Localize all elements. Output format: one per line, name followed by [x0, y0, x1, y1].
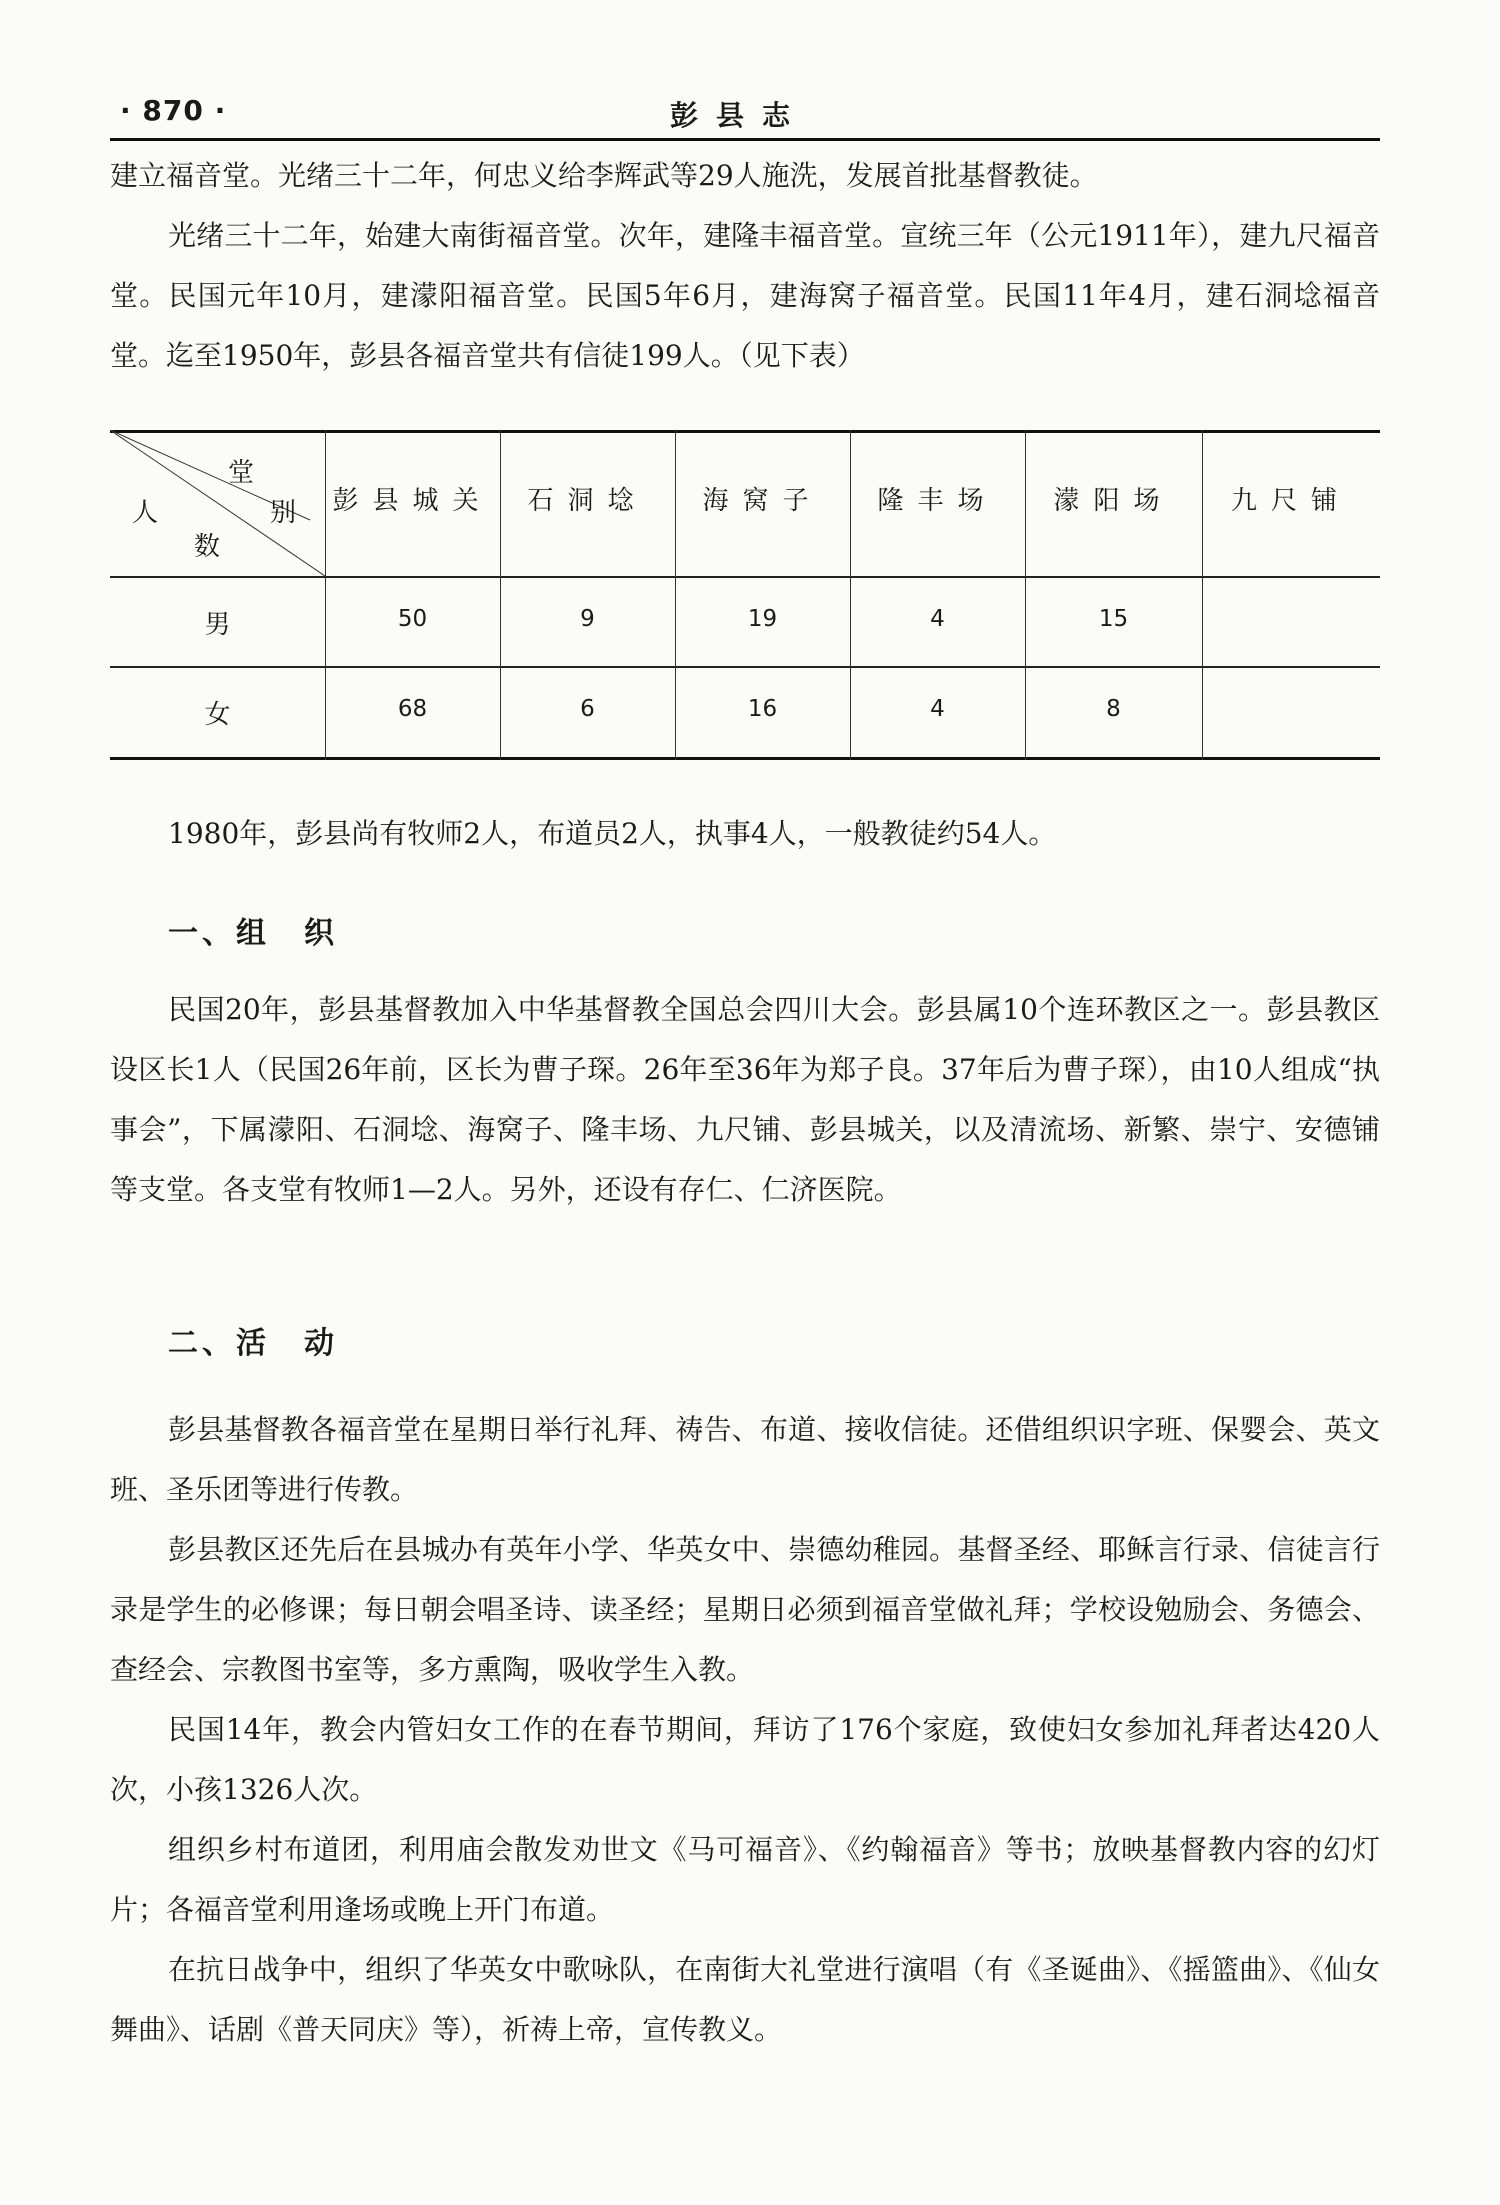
page-header: [110, 88, 1380, 138]
table-cell: 8: [1106, 696, 1121, 722]
table-cell: 6: [580, 696, 595, 722]
section2-paragraph-4: 组织乡村布道团，利用庙会散发劝世文《马可福音》、《约翰福音》等书；放映基督教内容的幻灯片；各福音堂利用逢场或晚上开门布道。: [110, 1833, 1380, 1926]
column-header: 九尺铺: [1230, 486, 1351, 516]
table-cell: 19: [747, 606, 778, 632]
table-cell: 4: [930, 606, 945, 632]
section-heading-organization: 一、组 织: [168, 916, 338, 951]
row-label: 男: [204, 610, 231, 640]
column-header: 濛阳场: [1053, 486, 1174, 516]
corner-label-left: 人: [132, 498, 159, 528]
after-table-paragraph: 1980年，彭县尚有牧师2人，布道员2人，执事4人，一般教徒约54人。: [168, 817, 1057, 850]
column-header: 隆丰场: [877, 486, 998, 516]
column-header: 海窝子: [702, 486, 823, 516]
table-cell: 4: [930, 696, 945, 722]
corner-label-bottom: 数: [194, 532, 221, 562]
section2-paragraph-2: 彭县教区还先后在县城办有英年小学、华英女中、崇德幼稚园。基督圣经、耶稣言行录、信徒言行录是学生的必修课；每日朝会唱圣诗、读圣经；星期日必须到福音堂做礼拜；学校设勉励会、务德会、查经会、宗教图书室等，多方熏陶，吸收学生入教。: [110, 1533, 1380, 1686]
section2-paragraph-1: 彭县基督教各福音堂在星期日举行礼拜、祷告、布道、接收信徒。还借组织识字班、保婴会、英文班、圣乐团等进行传教。: [110, 1413, 1380, 1506]
table-cell: 68: [397, 696, 428, 722]
intro-paragraph-1: 建立福音堂。光绪三十二年，何忠义给李辉武等29人施洗，发展首批基督教徒。: [110, 159, 1098, 192]
corner-label-top: 堂: [228, 458, 255, 488]
table-header-rule: [110, 576, 1380, 578]
table-cell: 50: [397, 606, 428, 632]
section-heading-activities: 二、活 动: [168, 1326, 338, 1361]
intro-paragraph-2: 光绪三十二年，始建大南街福音堂。次年，建隆丰福音堂。宣统三年（公元1911年），建九尺福音堂。民国元年10月，建濛阳福音堂。民国5年6月，建海窝子福音堂。民国11年4月，建石洞埝福音堂。迄至1950年，彭县各福音堂共有信徒199人。（见下表）: [110, 219, 1380, 372]
header-rule: [110, 138, 1380, 141]
row-label: 女: [204, 700, 231, 730]
column-header: 彭县城关: [332, 486, 493, 516]
corner-label-right: 别: [270, 498, 297, 528]
table-cell: 9: [580, 606, 595, 632]
column-header: 石洞埝: [527, 486, 648, 516]
table-cell: 16: [747, 696, 778, 722]
section1-paragraph-1: 民国20年，彭县基督教加入中华基督教全国总会四川大会。彭县属10个连环教区之一。彭县教区设区长1人（民国26年前，区长为曹子琛。26年至36年为郑子良。37年后为曹子琛），由10人组成“执事会”，下属濛阳、石洞埝、海窝子、隆丰场、九尺铺、彭县城关，以及清流场、新繁、崇宁、安德铺等支堂。各支堂有牧师1—2人。另外，还设有存仁、仁济医院。: [110, 993, 1380, 1206]
page-number: · 870 ·: [120, 94, 227, 127]
document-page: [110, 0, 1380, 2205]
table-bottom-rule: [110, 757, 1380, 760]
section2-paragraph-5: 在抗日战争中，组织了华英女中歌咏队，在南街大礼堂进行演唱（有《圣诞曲》、《摇篮曲》、《仙女舞曲》、话剧《普天同庆》等），祈祷上帝，宣传教义。: [110, 1953, 1380, 2046]
section2-paragraph-3: 民国14年，教会内管妇女工作的在春节期间，拜访了176个家庭，致使妇女参加礼拜者达420人次，小孩1326人次。: [110, 1713, 1380, 1806]
running-title: 彭县志: [670, 99, 809, 132]
believers-table: [110, 430, 1380, 760]
table-row-rule: [110, 666, 1380, 668]
table-cell: 15: [1098, 606, 1129, 632]
